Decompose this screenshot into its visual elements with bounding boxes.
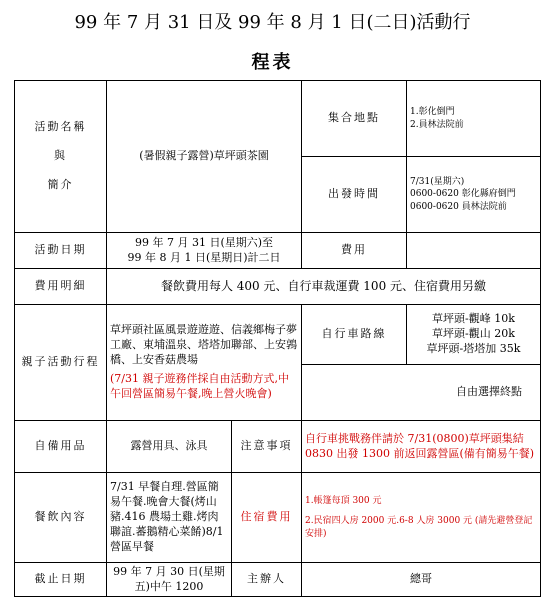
departure-time-value bbox=[407, 157, 541, 233]
family-itinerary-text: 草坪頭社區風景遊遊遊、信義鄉梅子夢工廠、東埔溫泉、塔塔加聯部、上安鶉橋、上安香菇農場 bbox=[110, 323, 297, 367]
activity-name-label-line: 與 bbox=[54, 149, 67, 163]
notes-label: 注意事項 bbox=[232, 421, 302, 473]
fee-value bbox=[407, 233, 541, 269]
schedule-table bbox=[14, 80, 541, 597]
organizer-value: 總哥 bbox=[302, 563, 541, 597]
bike-route-option: 自由選擇終點 bbox=[302, 365, 541, 421]
activity-date-label: 活動日期 bbox=[15, 233, 107, 269]
fee-detail-label: 費用明細 bbox=[15, 269, 107, 305]
family-itinerary-label: 親子活動行程 bbox=[15, 305, 107, 421]
self-prepared-label: 自備用品 bbox=[15, 421, 107, 473]
accommodation-line: 1.帳篷每頂 300 元 bbox=[305, 496, 382, 507]
meeting-place-line: 1.彰化倒門 bbox=[410, 107, 455, 118]
activity-date-line: 99 年 8 月 1 日(星期日)計二日 bbox=[127, 250, 281, 264]
departure-time-label: 出發時間 bbox=[302, 157, 407, 233]
self-prepared-value: 露營用具、泳具 bbox=[107, 421, 232, 473]
deadline-label: 截止日期 bbox=[15, 563, 107, 597]
fee-detail-value: 餐飲費用每人 400 元、自行車裁運費 100 元、住宿費用另繳 bbox=[107, 269, 541, 305]
activity-name-label-line: 簡介 bbox=[47, 177, 74, 191]
fee-label: 費用 bbox=[302, 233, 407, 269]
meals-label: 餐飲內容 bbox=[15, 473, 107, 563]
accommodation-label: 住宿費用 bbox=[232, 473, 302, 563]
activity-date-line: 99 年 7 月 31 日(星期六)至 bbox=[134, 235, 274, 249]
activity-name-value: (暑假親子露營)草坪頭茶園 bbox=[107, 81, 302, 233]
accommodation-value bbox=[302, 473, 541, 563]
family-itinerary-note: (7/31 親子遊務伴採自由活動方式,中午回營區簡易午餐,晚上營火晚會) bbox=[110, 371, 289, 400]
family-itinerary-value bbox=[107, 305, 302, 421]
notes-value: 自行車挑戰務伴請於 7/31(0800)草坪頭集結 0830 出發 1300 前返回露營區(備有簡易午餐) bbox=[302, 421, 541, 473]
activity-name-label bbox=[15, 81, 107, 233]
accommodation-line: 2.民宿四人房 2000 元.6-8 人房 3000 元 (請先避營登記安排) bbox=[305, 516, 533, 539]
organizer-label: 主辦人 bbox=[232, 563, 302, 597]
bike-route-value bbox=[407, 305, 541, 365]
activity-date-value bbox=[107, 233, 302, 269]
bike-route-line: 草坪頭-觀峰 10k bbox=[432, 312, 515, 326]
deadline-value: 99 年 7 月 30 日(星期五)中午 1200 bbox=[107, 563, 232, 597]
bike-route-line: 草坪頭-塔塔加 35k bbox=[426, 341, 521, 355]
departure-time-line: 0600-0620 員林法院前 bbox=[410, 201, 507, 212]
document-title-line1: 99 年 7 月 31 日及 99 年 8 月 1 日(二日)活動行 bbox=[74, 12, 471, 33]
document-title-line2: 程表 bbox=[251, 52, 294, 73]
meals-value: 7/31 早餐自理.營區簡易午餐.晚會大餐(烤山豬.416 農場土雞.烤肉聯誼.蕃鵝精心菜餚)8/1 營區早餐 bbox=[107, 473, 232, 563]
departure-time-line: 0600-0620 彰化縣府倒門 bbox=[410, 189, 516, 200]
departure-time-line: 7/31(星期六) bbox=[410, 177, 465, 188]
meeting-place-value bbox=[407, 81, 541, 157]
meeting-place-label: 集合地點 bbox=[302, 81, 407, 157]
bike-route-line: 草坪頭-觀山 20k bbox=[432, 327, 515, 341]
meeting-place-line: 2.員林法院前 bbox=[410, 119, 464, 130]
activity-name-label-line: 活動名稱 bbox=[34, 120, 87, 134]
bike-route-label: 自行車路線 bbox=[302, 305, 407, 365]
